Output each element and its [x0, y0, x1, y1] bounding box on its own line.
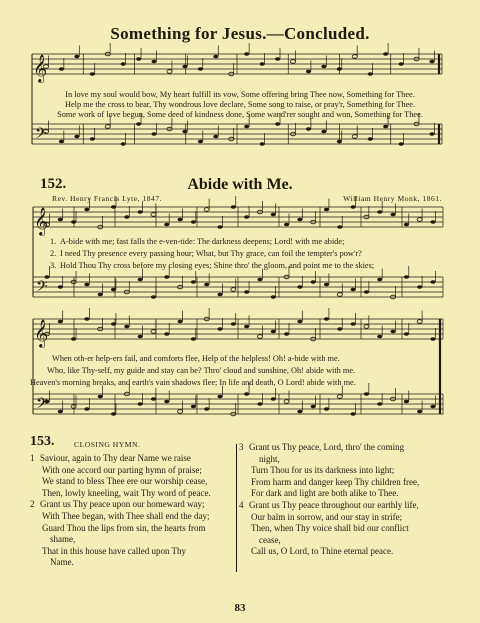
note-head — [121, 62, 126, 66]
note-head — [84, 283, 89, 287]
hymn-153-line — [30, 476, 235, 488]
note-head — [182, 130, 187, 134]
clef-icon: 𝄞 — [34, 319, 49, 347]
verse-text: Name. — [50, 557, 74, 568]
note-head — [58, 410, 63, 414]
note-head — [231, 205, 236, 209]
note-head — [337, 67, 342, 71]
note-head — [399, 142, 404, 146]
note-head — [430, 280, 435, 284]
column-divider — [236, 444, 237, 572]
note-head — [59, 67, 64, 71]
hymn-number-152: 152. — [40, 176, 67, 192]
verse-text: For dark and light are both alike to Thee. — [251, 488, 399, 499]
note-head — [404, 223, 409, 227]
note-head — [90, 72, 95, 76]
note-head — [244, 290, 249, 294]
note-head — [59, 140, 64, 144]
lyricist-credit: Rev. Henry Francis Lyte, 1847. — [52, 194, 163, 203]
note-head — [217, 395, 222, 399]
verse-text: Saviour, again to Thy dear Name we raise — [40, 453, 191, 463]
note-head — [430, 337, 435, 341]
hymn-153-line — [239, 442, 454, 454]
clef-icon: 𝄢 — [36, 278, 48, 299]
verse-text: Grant us Thy peace throughout our earthly life, — [249, 499, 419, 510]
note-head — [178, 410, 183, 414]
hymn-heading-153: CLOSING HYMN. — [74, 440, 141, 449]
note-head — [151, 330, 156, 334]
note-head — [84, 317, 89, 321]
verse-text: cease, — [259, 534, 281, 545]
note-head — [390, 213, 395, 217]
note-head — [275, 122, 280, 126]
note-head — [311, 280, 316, 284]
note-head — [244, 325, 249, 329]
verse-text: shame, — [50, 534, 76, 545]
note-head — [352, 135, 357, 139]
verse-number: 4 — [239, 499, 244, 510]
note-head — [111, 322, 116, 326]
verse-text: From harm and danger keep Thy children free, — [251, 476, 420, 487]
note-head — [290, 60, 295, 64]
refrain-line-2: Who, like Thy-self, my guide and stay can be? Thro' cloud and sunshine, Oh! abide with me. — [47, 366, 356, 375]
note-head — [124, 325, 129, 329]
note-head — [244, 52, 249, 56]
note-head — [284, 223, 289, 227]
note-head — [284, 400, 289, 404]
note-head — [337, 225, 342, 229]
note-head — [390, 330, 395, 334]
hymn-153-line — [30, 523, 235, 535]
note-head — [337, 293, 342, 297]
note-head — [111, 205, 116, 209]
note-head — [284, 332, 289, 336]
note-head — [377, 278, 382, 282]
note-head — [74, 55, 79, 59]
hymn-153-line — [239, 535, 454, 547]
hymn-153-line — [239, 523, 454, 535]
note-head — [244, 392, 249, 396]
verse-text: Grant us Thy peace, Lord, thro' the coming — [249, 442, 405, 452]
lyric-line-2: Help me the cross to bear, Thy wondrous love declare, Some song to raise, or pray'r, Something for Thee. — [64, 100, 416, 109]
note-head — [417, 410, 422, 414]
note-head — [151, 132, 156, 136]
hymn-153-left-column — [30, 453, 235, 569]
note-head — [231, 322, 236, 326]
note-head — [204, 283, 209, 287]
verse-number: 2 — [30, 499, 35, 510]
note-head — [337, 395, 342, 399]
lyric-line-3: Some work of love begun, Some deed of kindness done, Some wand'rer sought and won, Something for Thee. — [57, 110, 423, 119]
note-head — [399, 62, 404, 66]
note-head — [257, 402, 262, 406]
verse-line-3: 3. Hold Thou Thy cross before my closing eyes; Shine thro' the gloom, and point me to the skies; — [50, 261, 375, 270]
note-head — [364, 290, 369, 294]
verse-text: With one accord our parting hymn of praise; — [42, 464, 202, 475]
note-head — [151, 397, 156, 401]
note-head — [271, 295, 276, 299]
note-head — [178, 320, 183, 324]
note-head — [198, 67, 203, 71]
note-head — [136, 57, 141, 61]
note-head — [191, 280, 196, 284]
note-head — [257, 335, 262, 339]
note-head — [324, 317, 329, 321]
note-head — [377, 402, 382, 406]
hymn-title-152: Abide with Me. — [187, 176, 293, 193]
refrain-line-1: When oth-er help-ers fail, and comforts flee, Help of the helpless! Oh! a-bide with me. — [52, 354, 340, 363]
note-head — [351, 288, 356, 292]
note-head — [138, 210, 143, 214]
note-head — [271, 397, 276, 401]
verse-text: Grant us Thy peace upon our homeward way; — [40, 499, 205, 510]
note-head — [213, 55, 218, 59]
note-head — [297, 285, 302, 289]
note-head — [136, 122, 141, 126]
note-head — [257, 278, 262, 282]
hymn-153-line — [30, 465, 235, 477]
note-head — [167, 70, 172, 74]
note-head — [351, 322, 356, 326]
note-head — [111, 288, 116, 292]
note-head — [164, 400, 169, 404]
note-head — [364, 325, 369, 329]
note-head — [105, 125, 110, 129]
note-head — [430, 405, 435, 409]
note-head — [321, 65, 326, 69]
clef-icon: 𝄞 — [33, 54, 48, 82]
note-head — [351, 412, 356, 416]
note-head — [404, 400, 409, 404]
composer-credit: William Henry Monk, 1861. — [343, 194, 442, 203]
note-head — [151, 213, 156, 217]
note-head — [231, 288, 236, 292]
note-head — [417, 285, 422, 289]
note-head — [337, 140, 342, 144]
note-head — [58, 218, 63, 222]
note-head — [324, 208, 329, 212]
hymn-153-line — [239, 546, 454, 558]
note-head — [417, 320, 422, 324]
hymn-153-line — [239, 477, 454, 489]
verse-text: That in this house have called upon Thy — [42, 545, 187, 556]
note-head — [368, 72, 373, 76]
note-head — [297, 320, 302, 324]
note-head — [368, 137, 373, 141]
refrain-line-3: Heaven's morning breaks, and earth's vain shadows flee; In life and death, O Lord! abide with me. — [30, 378, 356, 387]
note-head — [404, 275, 409, 279]
note-head — [74, 135, 79, 139]
note-head — [198, 140, 203, 144]
note-head — [138, 335, 143, 339]
verse-text: Turn Thou for us its darkness into light; — [251, 465, 395, 476]
note-head — [297, 218, 302, 222]
verse-text: Our balm in sorrow, and our stay in strife; — [251, 511, 403, 522]
verse-line-2: 2. I need Thy presence every passing hour; What, but Thy grace, can foil the tempter's pow'r? — [50, 249, 362, 258]
note-head — [383, 52, 388, 56]
note-head — [58, 320, 63, 324]
note-head — [260, 62, 265, 66]
hymn-153-line — [239, 488, 454, 500]
verse-text: night, — [259, 453, 280, 464]
note-head — [364, 392, 369, 396]
hymn-153-line — [30, 534, 235, 546]
note-head — [377, 335, 382, 339]
note-head — [191, 220, 196, 224]
note-head — [213, 135, 218, 139]
note-head — [164, 332, 169, 336]
hymn-153-line — [30, 557, 235, 569]
note-head — [275, 57, 280, 61]
note-head — [164, 223, 169, 227]
note-head — [324, 283, 329, 287]
note-head — [217, 293, 222, 297]
note-head — [191, 337, 196, 341]
note-head — [383, 125, 388, 129]
note-head — [98, 395, 103, 399]
verse-text: With Thee began, with Thee shall end the day; — [42, 510, 210, 521]
page-number: 83 — [234, 602, 246, 614]
hymn-153-line — [30, 453, 235, 465]
note-head — [71, 337, 76, 341]
clef-icon: 𝄢 — [35, 125, 47, 146]
note-head — [297, 410, 302, 414]
hymn-153-line — [239, 500, 454, 512]
note-head — [429, 132, 434, 136]
note-head — [121, 142, 126, 146]
note-head — [377, 210, 382, 214]
note-head — [151, 60, 156, 64]
note-head — [191, 405, 196, 409]
note-head — [124, 215, 129, 219]
hymn-153-line — [30, 511, 235, 523]
note-head — [138, 402, 143, 406]
note-head — [337, 327, 342, 331]
note-head — [311, 405, 316, 409]
note-head — [98, 293, 103, 297]
note-head — [244, 125, 249, 129]
verse-text: Guard Thou the lips from sin, the hearts from — [42, 522, 206, 533]
verse-number: 3 — [239, 442, 244, 452]
clef-icon: 𝄢 — [36, 395, 48, 416]
note-head — [429, 60, 434, 64]
hymn-153-line — [239, 454, 454, 466]
clef-icon: 𝄞 — [34, 207, 49, 235]
note-head — [260, 142, 265, 146]
note-head — [351, 205, 356, 209]
note-head — [306, 127, 311, 131]
note-head — [217, 225, 222, 229]
note-head — [404, 332, 409, 336]
verse-text: We stand to bless Thee ere our worship cease, — [42, 476, 208, 487]
hymn-153-line — [239, 465, 454, 477]
hymn-number-153: 153. — [30, 434, 55, 449]
hymn-153-line — [30, 488, 235, 500]
note-head — [271, 330, 276, 334]
note-head — [138, 278, 143, 282]
note-head — [430, 220, 435, 224]
note-head — [151, 295, 156, 299]
note-head — [217, 327, 222, 331]
verse-text: Then, when Thy voice shall bid our conflict — [251, 523, 409, 534]
note-head — [204, 407, 209, 411]
note-head — [352, 55, 357, 59]
hymn-153-line — [239, 512, 454, 524]
hymn-153-line — [30, 546, 235, 558]
hymn-153-line — [30, 499, 235, 511]
note-head — [84, 208, 89, 212]
hymn-title-continued: Something for Jesus.—Concluded. — [110, 24, 370, 43]
note-head — [244, 215, 249, 219]
note-head — [204, 208, 209, 212]
verse-text: Then, lowly kneeling, wait Thy word of peace. — [42, 487, 211, 498]
note-head — [71, 405, 76, 409]
note-head — [71, 220, 76, 224]
note-head — [111, 412, 116, 416]
note-head — [271, 213, 276, 217]
note-head — [321, 130, 326, 134]
note-head — [164, 275, 169, 279]
lyric-line-1: In love my soul would bow, My heart fulfill its vow, Some offering bring Thee now, Something for Thee. — [65, 90, 415, 99]
note-head — [84, 407, 89, 411]
note-head — [182, 65, 187, 69]
note-head — [306, 70, 311, 74]
note-head — [58, 285, 63, 289]
note-head — [178, 218, 183, 222]
note-head — [417, 218, 422, 222]
note-head — [90, 137, 95, 141]
verse-line-1: 1. A-bide with me; fast falls the e-ven-tide: The darkness deepens; Lord! with me abide; — [50, 237, 345, 246]
verse-text: Call us, O Lord, to Thine eternal peace. — [251, 546, 394, 557]
note-head — [324, 407, 329, 411]
hymn-153-right-column — [239, 442, 454, 558]
verse-number: 1 — [30, 453, 35, 463]
